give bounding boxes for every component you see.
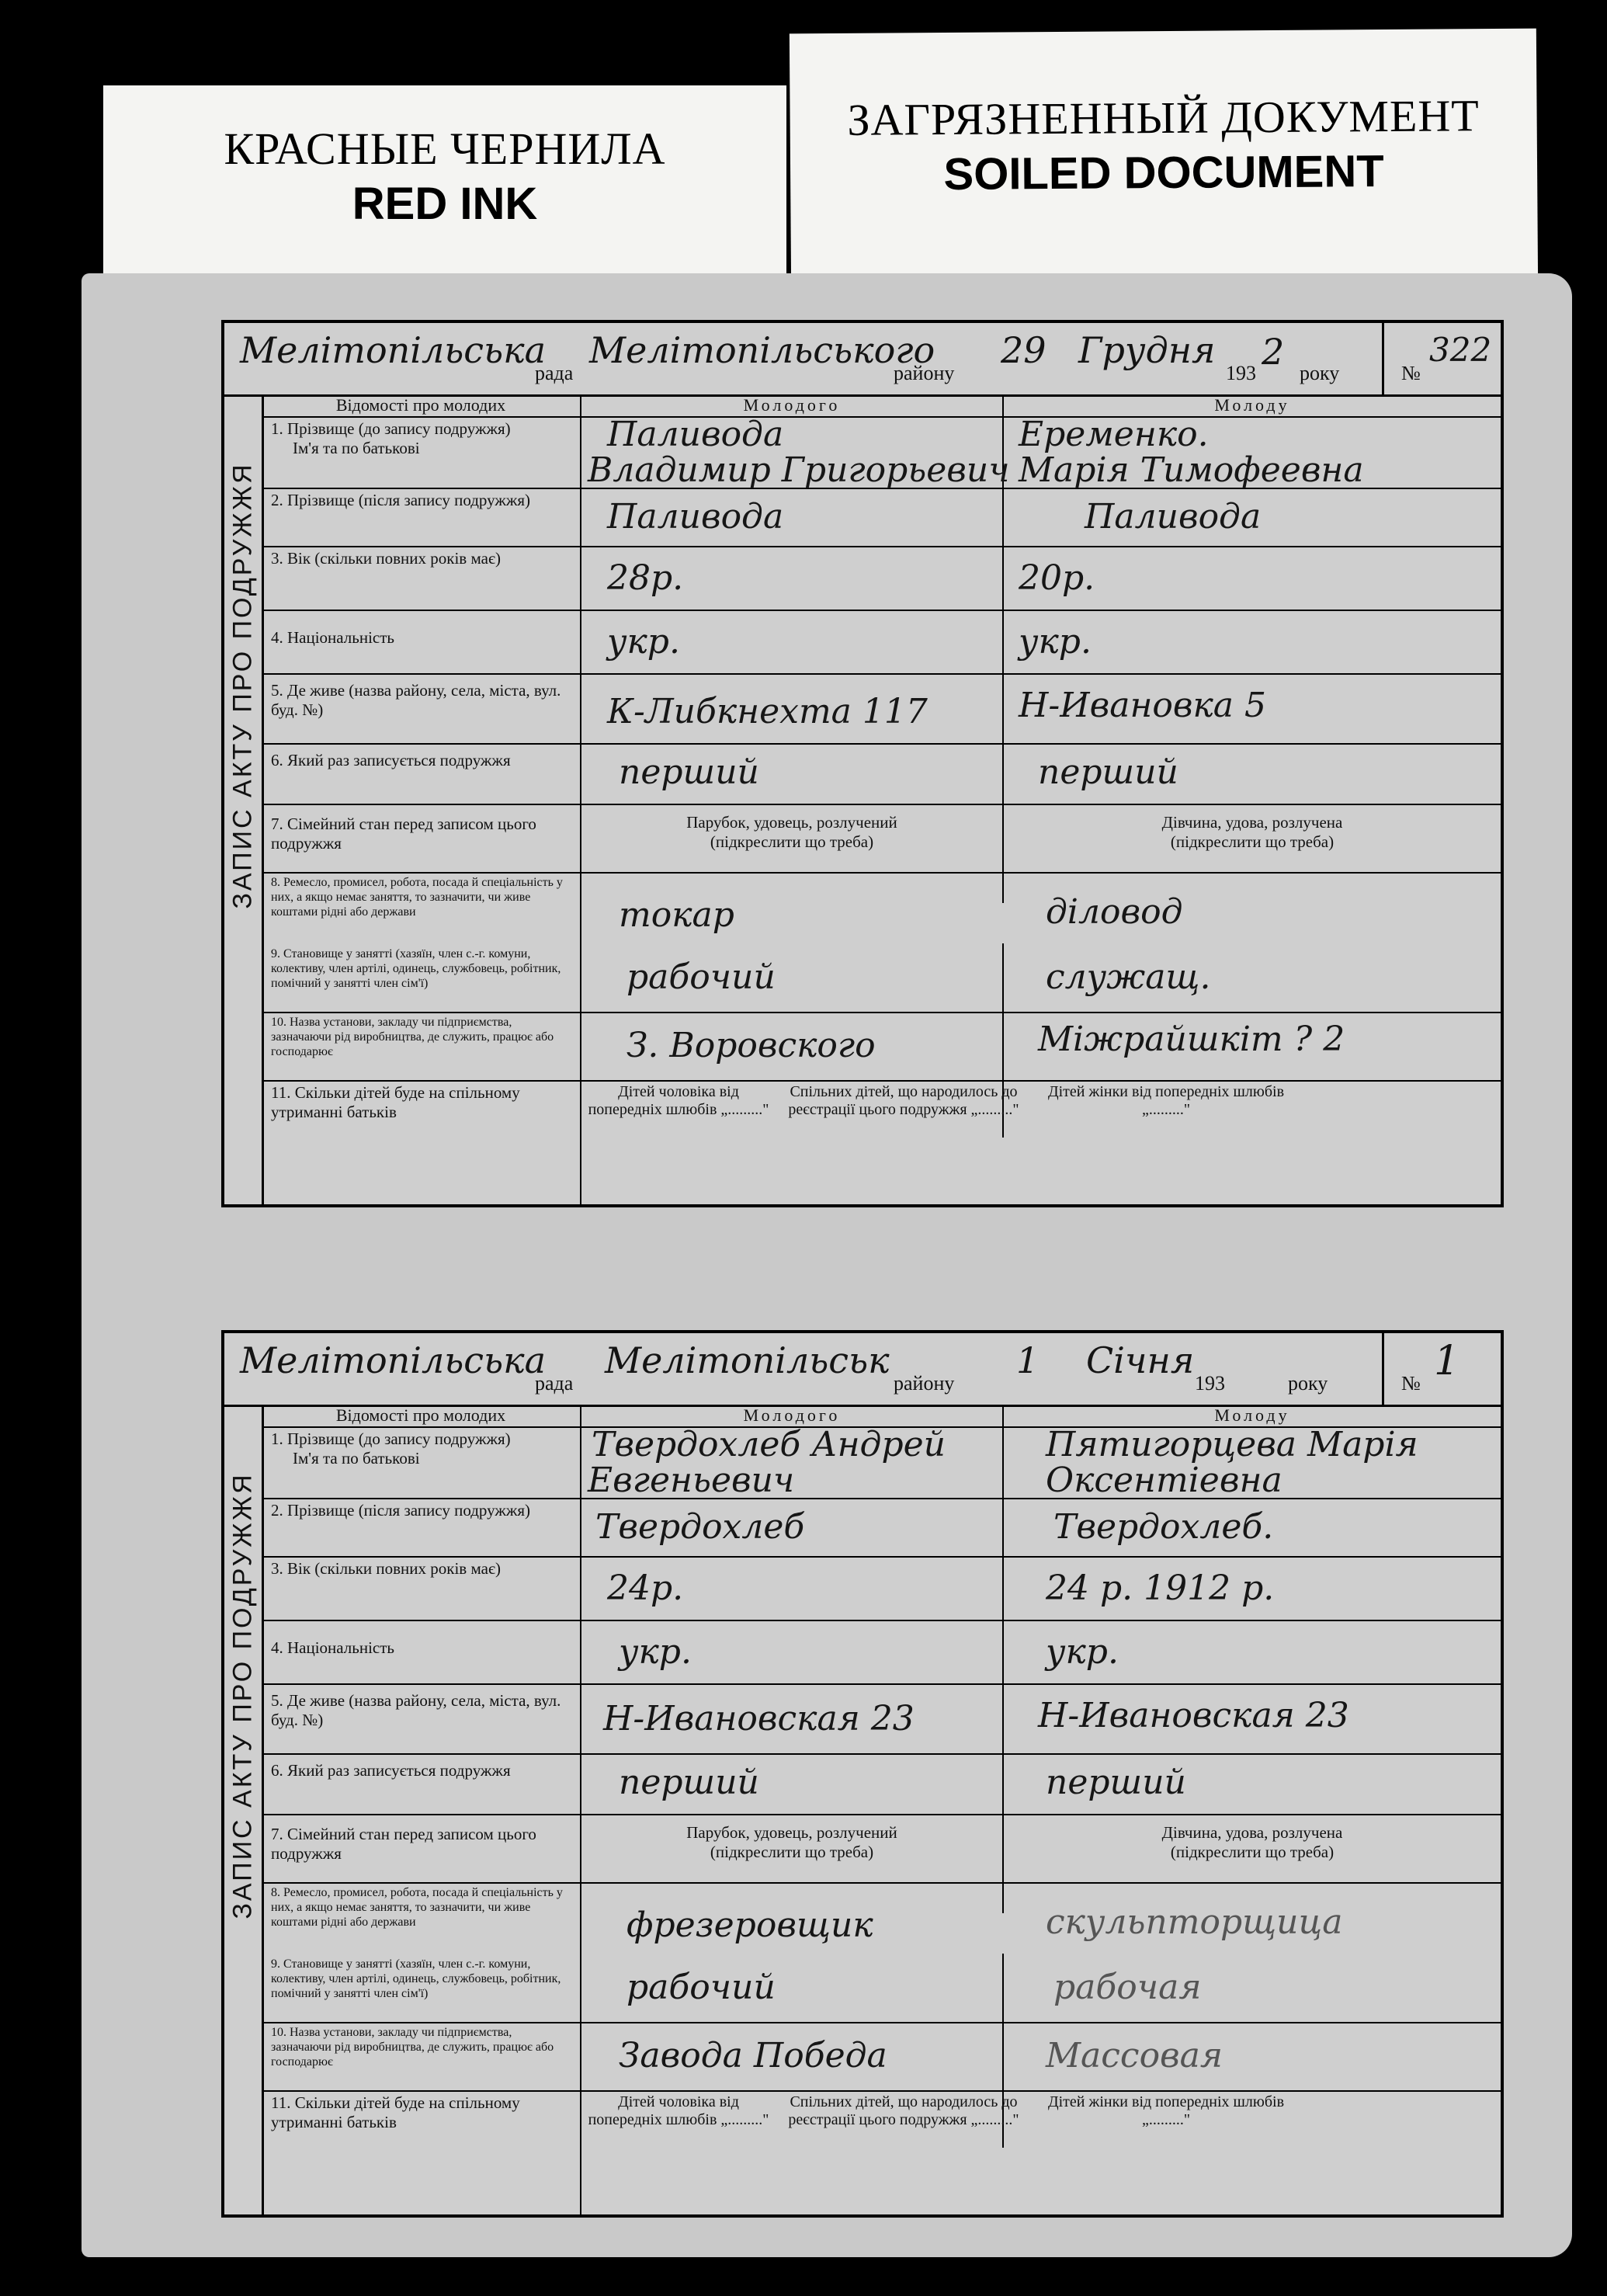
groom-surname-before: Твердохлеб Андрей [592, 1425, 946, 1464]
side-title-cell [224, 1405, 264, 1987]
row-marital-status [262, 1814, 1504, 1884]
row-surname-after [262, 488, 1504, 547]
bride-position: служащ. [1046, 957, 1211, 997]
record-header [224, 1333, 1501, 1407]
bride-name: Оксентіевна [1046, 1461, 1282, 1500]
groom-position: рабочий [626, 957, 776, 997]
bride-job: діловод [1046, 892, 1183, 932]
bride-times: перший [1038, 752, 1178, 792]
red-ink-label [103, 85, 786, 276]
marriage-record-1-lower [221, 943, 1504, 1207]
kids-common: Спільних дітей, що народилось до реєстрації цього подружжя „........." [788, 2093, 1019, 2128]
date-month: Січня [1086, 1339, 1195, 1381]
date-day: 29 [1001, 329, 1046, 371]
groom-address: К-Либкнехта 117 [607, 692, 928, 731]
side-title: ЗАПИС АКТУ ПРО ПОДРУЖЖЯ [227, 1472, 258, 1919]
groom-nationality: укр. [607, 622, 680, 662]
col-groom-header: Молодого [581, 1405, 1002, 1428]
kids-common: Спільних дітей, що народилось до реєстрації цього подружжя „........." [788, 1083, 1019, 1118]
groom-institution: Завода Победа [619, 2036, 887, 2075]
row-label: 10. Назва установи, закладу чи підприємства, зазначаючи рід виробництва, де служить, працює або господарює [271, 2026, 554, 2068]
col-bride-header: Молоду [1004, 1405, 1501, 1428]
row-label: 2. Прізвище (після запису подружжя) [271, 1501, 531, 1520]
row-children [262, 1080, 1504, 1201]
row-surname-before [262, 1426, 1504, 1499]
bride-times: перший [1046, 1763, 1186, 1802]
row-label: 6. Який раз записується подружжя [271, 1761, 511, 1780]
bride-institution: Массовая [1046, 2036, 1223, 2075]
groom-surname-before: Паливода [607, 415, 784, 454]
red-ink-label-ru: КРАСНЫЕ ЧЕРНИЛА [224, 123, 666, 174]
groom-times: перший [619, 752, 759, 792]
bride-surname-before: Еременко. [1019, 415, 1209, 454]
row-label: 5. Де живе (назва району, села, міста, вул. буд. №) [271, 681, 561, 719]
raion-word: району [894, 1372, 955, 1395]
col-info-header: Відомості про молодих [262, 394, 580, 418]
bride-address: Н-Ивановская 23 [1038, 1696, 1349, 1735]
bride-nationality: укр. [1046, 1632, 1119, 1672]
row-label: 5. Де живе (назва району, села, міста, вул. буд. №) [271, 1691, 561, 1729]
bride-surname-before: Пятигорцева Марія [1046, 1425, 1418, 1464]
bride-surname-after: Твердохлеб. [1053, 1507, 1274, 1547]
groom-marital-options: Парубок, удовець, розлучений (підкреслити що треба) [686, 1823, 897, 1861]
kids-wife: Дітей жінки від попередніх шлюбів „........." [1047, 2093, 1285, 2128]
groom-name: Владимир Григорьевич [588, 450, 1010, 490]
side-title-cell [224, 1954, 264, 2214]
rada-value: Мелітопільська [240, 329, 547, 371]
col-info-header: Відомості про молодих [262, 1405, 580, 1428]
marriage-record-1 [221, 320, 1504, 977]
raion-value: Мелітопільськ [605, 1339, 890, 1381]
record-number-cell [1382, 1333, 1501, 1405]
red-ink-label-en: RED INK [352, 179, 538, 229]
row-marital-status [262, 804, 1504, 874]
number-prefix: № [1401, 362, 1421, 384]
groom-position: рабочий [626, 1968, 776, 2007]
year-word: року [1300, 362, 1340, 384]
row-label: 8. Ремесло, промисел, робота, посада й спеціальність у них, а якщо немає заняття, то зазначити, чи живе коштами рідні або держави [271, 1886, 563, 1929]
groom-times: перший [619, 1763, 759, 1802]
row-label: 1. Прізвище (до запису подружжя) Ім'я та по батькові [271, 1429, 511, 1468]
row-nationality [262, 610, 1504, 675]
row-label: 3. Вік (скільки повних років має) [271, 549, 501, 568]
soiled-document-label-ru: ЗАГРЯЗНЕННЫЙ ДОКУМЕНТ [847, 90, 1480, 145]
row-label: 2. Прізвище (після запису подружжя) [271, 491, 531, 509]
soiled-document-label [790, 29, 1538, 294]
record-number: 322 [1429, 331, 1492, 369]
side-title-cell [224, 943, 264, 1204]
bride-age: 20р. [1019, 558, 1095, 598]
groom-address: Н-Ивановская 23 [603, 1699, 915, 1738]
groom-surname-after: Твердохлеб [595, 1507, 805, 1547]
row-label: 9. Становище у занятті (хазяїн, член с.-г. комуни, колективу, член артілі, одинець, службовець, робітник, помічний у занятті член сім'ї) [271, 1957, 561, 2000]
rada-value: Мелітопільська [240, 1339, 547, 1381]
bride-address: Н-Ивановка 5 [1019, 686, 1267, 725]
row-address [262, 1683, 1504, 1755]
groom-surname-after: Паливода [607, 497, 784, 537]
kids-husband: Дітей чоловіка від попередніх шлюбів „........." [588, 2093, 769, 2128]
row-nationality [262, 1620, 1504, 1685]
col-groom-header: Молодого [581, 394, 1002, 418]
year-prefix: 193 [1195, 1372, 1225, 1395]
row-institution [262, 1012, 1504, 1082]
groom-institution: З. Воровского [626, 1026, 876, 1065]
date-month: Грудня [1078, 329, 1216, 371]
row-times [262, 1753, 1504, 1815]
row-age [262, 1556, 1504, 1621]
row-label: 11. Скільки дітей буде на спільному утриманні батьків [271, 1083, 520, 1121]
marriage-record-2-lower [221, 1954, 1504, 2218]
row-occupation [262, 1882, 1504, 1961]
bride-marital-options: Дівчина, удова, розлучена (підкреслити що треба) [1161, 813, 1343, 851]
row-occupation [262, 872, 1504, 951]
row-label: 8. Ремесло, промисел, робота, посада й спеціальність у них, а якщо немає заняття, то зазначити, чи живе коштами рідні або держави [271, 876, 563, 919]
row-label: 10. Назва установи, закладу чи підприємства, зазначаючи рід виробництва, де служить, працює або господарює [271, 1016, 554, 1058]
bride-institution: Міжрайшкіт ? 2 [1038, 1019, 1345, 1059]
row-label: 1. Прізвище (до запису подружжя) Ім'я та по батькові [271, 419, 511, 457]
rada-word: рада [535, 362, 574, 384]
row-age [262, 546, 1504, 611]
bride-name: Марія Тимофеевна [1019, 450, 1364, 490]
row-label: 4. Національність [271, 628, 395, 647]
bride-nationality: укр. [1019, 622, 1092, 662]
kids-husband: Дітей чоловіка від попередніх шлюбів „........." [588, 1083, 769, 1118]
kids-wife: Дітей жінки від попередніх шлюбів „........." [1047, 1083, 1285, 1118]
row-label: 7. Сімейний стан перед записом цього подружжя [271, 1825, 536, 1863]
raion-word: району [894, 362, 955, 384]
year-digit: 2 [1262, 331, 1285, 373]
marriage-record-2 [221, 1330, 1504, 1987]
groom-job: фрезеровщик [626, 1905, 873, 1945]
bride-age: 24 р. 1912 р. [1046, 1568, 1275, 1608]
row-position [262, 1954, 1504, 2023]
row-label: 3. Вік (скільки повних років має) [271, 1559, 501, 1578]
groom-nationality: укр. [619, 1632, 692, 1672]
row-institution [262, 2022, 1504, 2092]
groom-job: токар [619, 895, 734, 935]
side-title-cell [224, 394, 264, 977]
rada-word: рада [535, 1372, 574, 1395]
row-label: 11. Скільки дітей буде на спільному утриманні батьків [271, 2093, 520, 2131]
record-number-cell [1382, 323, 1501, 394]
row-label: 4. Національність [271, 1638, 395, 1657]
groom-name: Евгеньевич [588, 1461, 795, 1500]
raion-value: Мелітопільського [589, 329, 935, 371]
side-title: ЗАПИС АКТУ ПРО ПОДРУЖЖЯ [227, 462, 258, 909]
bride-marital-options: Дівчина, удова, розлучена (підкреслити що треба) [1161, 1823, 1343, 1861]
soiled-document-label-en: SOILED DOCUMENT [943, 146, 1384, 200]
row-position [262, 943, 1504, 1013]
row-label: 6. Який раз записується подружжя [271, 751, 511, 769]
bride-surname-after: Паливода [1085, 497, 1262, 537]
groom-marital-options: Парубок, удовець, розлучений (підкреслити що треба) [686, 813, 897, 851]
row-label: 9. Становище у занятті (хазяїн, член с.-г. комуни, колективу, член артілі, одинець, службовець, робітник, помічний у занятті член сім'ї) [271, 947, 561, 990]
year-prefix: 193 [1226, 362, 1256, 384]
record-header [224, 323, 1501, 397]
col-bride-header: Молоду [1004, 394, 1501, 418]
row-label: 7. Сімейний стан перед записом цього подружжя [271, 815, 536, 853]
row-surname-before [262, 416, 1504, 489]
groom-age: 28р. [607, 558, 684, 598]
number-prefix: № [1401, 1372, 1421, 1395]
record-number: 1 [1434, 1338, 1460, 1384]
row-children [262, 2090, 1504, 2211]
row-surname-after [262, 1498, 1504, 1558]
bride-position: рабочая [1053, 1968, 1202, 2007]
bride-job: скульпторщица [1046, 1902, 1343, 1942]
row-times [262, 743, 1504, 805]
row-address [262, 673, 1504, 745]
date-day: 1 [1016, 1339, 1040, 1381]
year-word: року [1288, 1372, 1328, 1395]
groom-age: 24р. [607, 1568, 684, 1608]
